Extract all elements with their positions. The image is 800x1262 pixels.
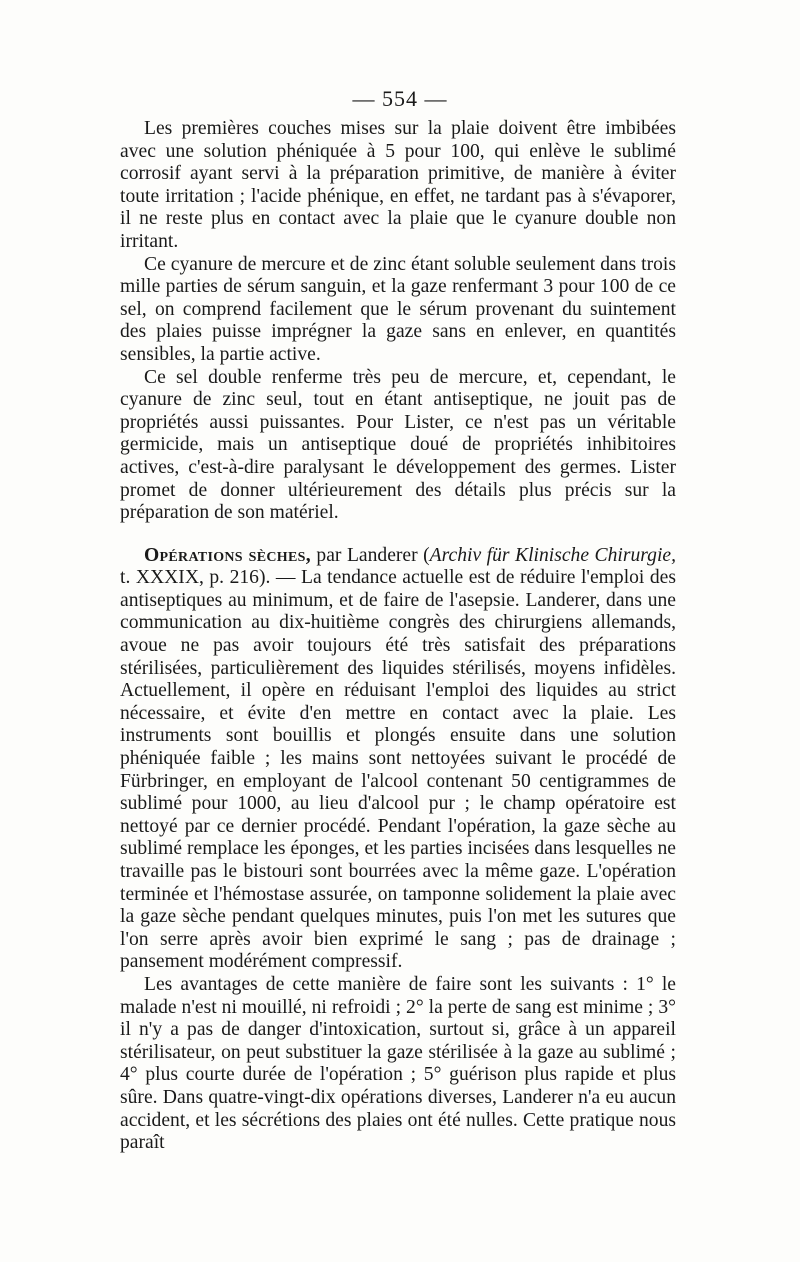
body-text <box>120 118 676 1155</box>
section-heading-operations-seches: Opérations sèches, <box>144 544 311 566</box>
page-number: — 554 — <box>352 86 448 111</box>
paragraph-4 <box>120 545 676 974</box>
paragraph-3: Ce sel double renferme très peu de mercure, et, cependant, le cyanure de zinc seul, tout en étant antiseptique, ne jouit pas de propriétés aussi puissantes. Pour Lister, ce n'est pas un véritable germicide, mais un antiseptique doué de propriétés inhibitoires actives, c'est-à-dire paralysant le développement des germes. Lister promet de donner ultérieurement des détails plus précis sur la préparation de son matériel. <box>120 366 676 524</box>
paragraph-4-text-b: t. XXXIX, p. 216). — La tendance actuelle est de réduire l'emploi des antiseptiques au minimum, et de faire de l'asepsie. Landerer, dans une communication au dix-huitième congrès des chirurgiens allemands, avoue ne pas avoir toujours été très satisfait des préparations stérilisées, particulièrement des liquides stérilisés, moyens infidèles. Actuellement, il opère en réduisant l'emploi des liquides au strict nécessaire, et évite d'en mettre en contact avec la plaie. Les instruments sont bouillis et plongés ensuite dans une solution phéniquée faible ; les mains sont nettoyées suivant le procédé de Fürbringer, en employant de l'alcool contenant 50 centigrammes de sublimé pour 1000, au lieu d'alcool pur ; le champ opératoire est nettoyé par ce dernier procédé. Pendant l'opération, la gaze sèche au sublimé remplace les éponges, et les parties incisées dans lesquelles ne travaille pas le bistouri sont bourrées avec la même gaze. L'opération terminée et l'hémostase assurée, on tamponne solidement la plaie avec la gaze sèche pendant quelques minutes, puis l'on met les sutures que l'on serre après avoir bien exprimé le sang ; pas de drainage ; pansement modérément compressif. <box>120 567 676 973</box>
paragraph-2: Ce cyanure de mercure et de zinc étant soluble seulement dans trois mille parties de sérum sanguin, et la gaze renfermant 3 pour 100 de ce sel, on comprend facilement que le sérum provenant du suintement des plaies puisse imprégner la gaze sans en enlever, en quantités sensibles, la partie active. <box>120 253 676 365</box>
journal-citation: Archiv für Klinische Chirurgie, <box>429 544 676 566</box>
paragraph-5: Les avantages de cette manière de faire sont les suivants : 1° le malade n'est ni mouillé, ni refroidi ; 2° la perte de sang est minime ; 3° il n'y a pas de danger d'intoxication, surtout si, grâce à un appareil stérilisateur, on peut substituer la gaze stérilisée à la gaze au sublimé ; 4° plus courte durée de l'opération ; 5° guérison plus rapide et plus sûre. Dans quatre-vingt-dix opérations diverses, Landerer n'a eu aucun accident, et les sécrétions des plaies ont été nulles. Cette pratique nous paraît <box>120 973 676 1154</box>
paragraph-1: Les premières couches mises sur la plaie doivent être imbibées avec une solution phéniquée à 5 pour 100, qui enlève le sublimé corrosif ayant servi à la préparation primitive, de manière à éviter toute irritation ; l'acide phénique, en effet, ne tardant pas à s'évaporer, il ne reste plus en contact avec la plaie que le cyanure double non irritant. <box>120 118 676 252</box>
paragraph-4-text-a: par Landerer ( <box>310 544 430 566</box>
